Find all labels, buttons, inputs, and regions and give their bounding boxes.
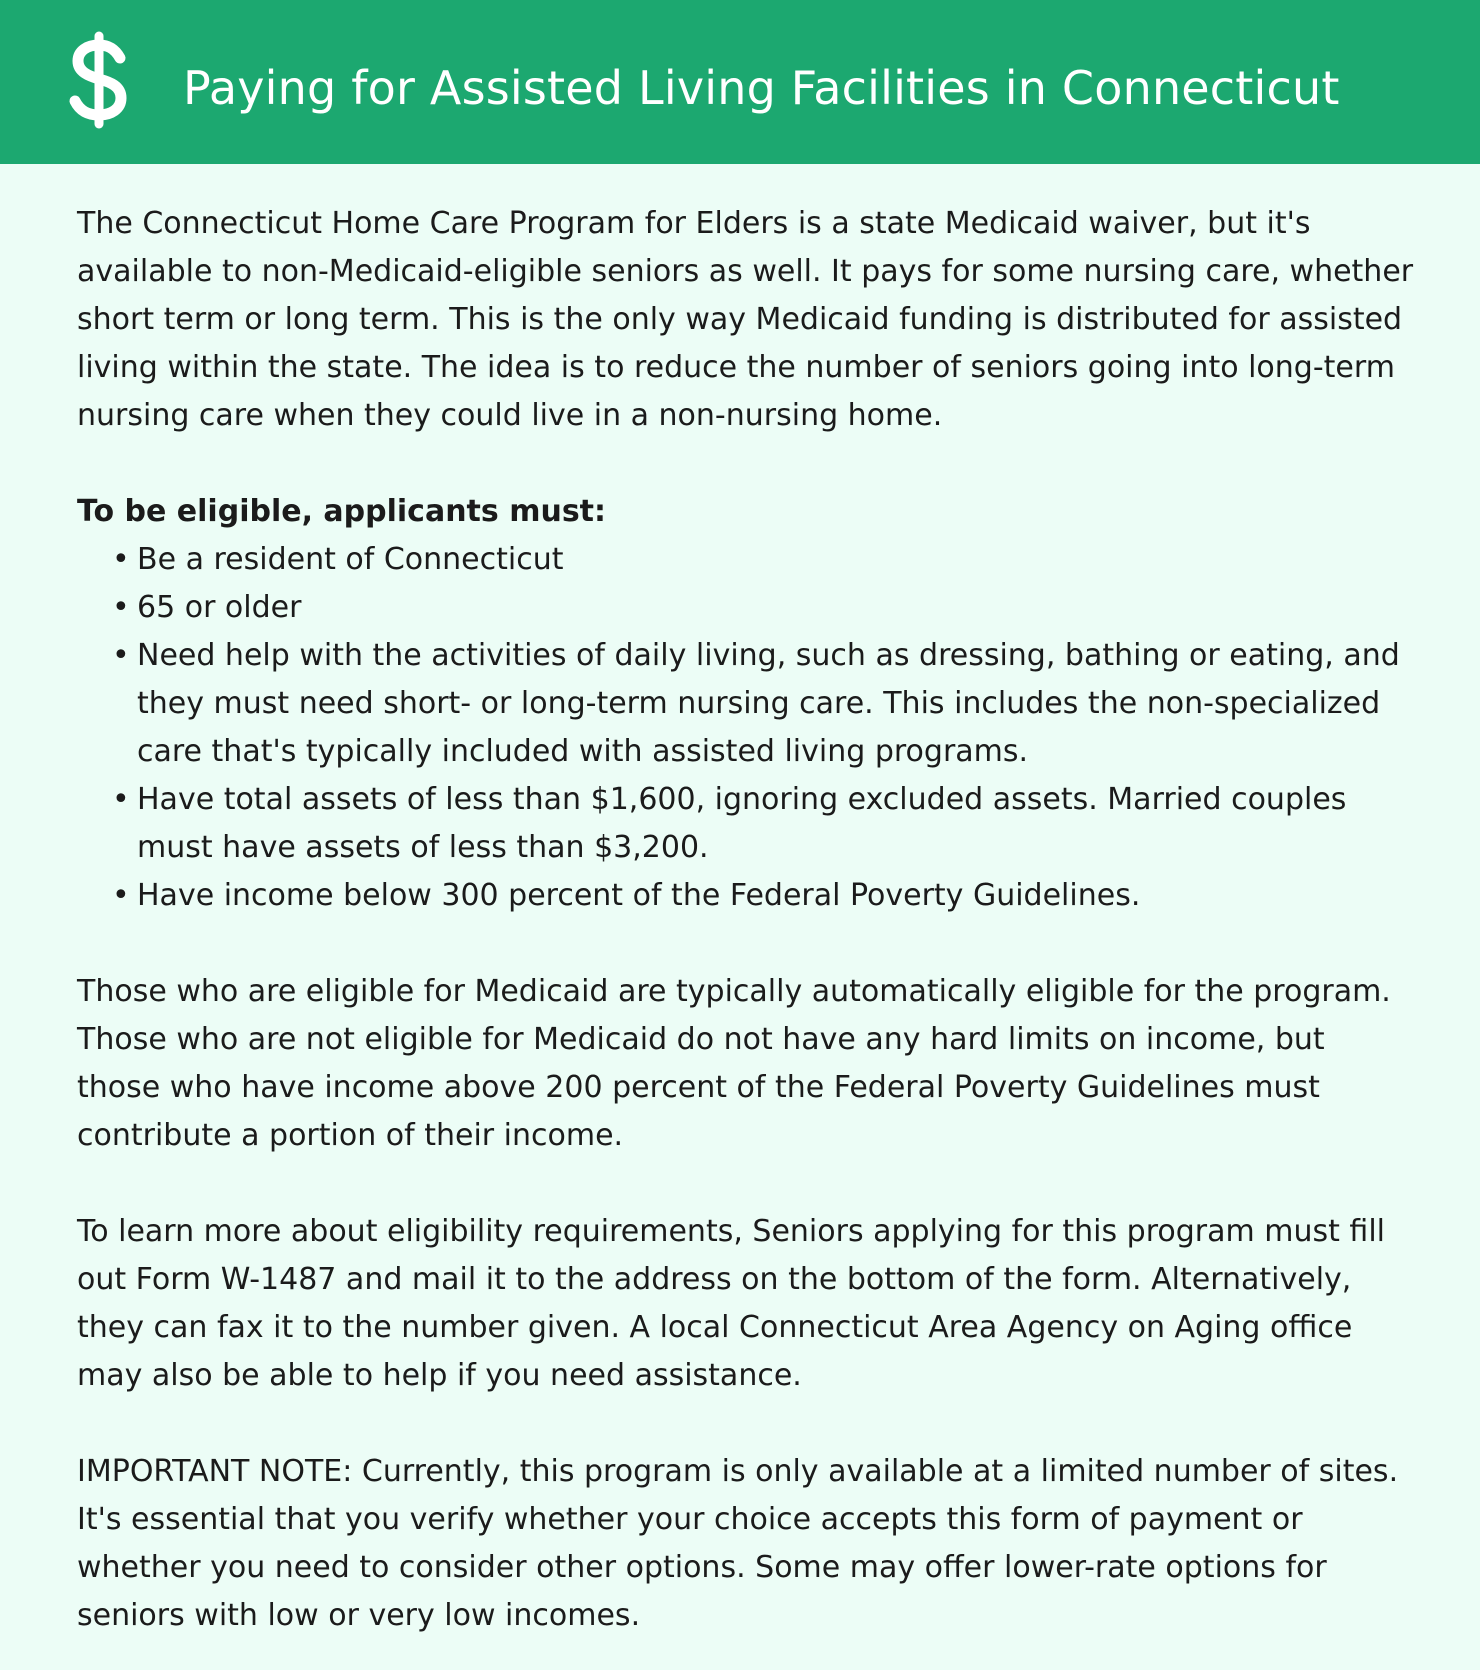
bullet-glyph: • <box>112 638 130 673</box>
bullet-glyph: • <box>112 590 130 625</box>
list-item <box>77 776 1417 872</box>
list-item <box>77 632 1417 776</box>
list-item <box>77 536 1417 584</box>
list-item-text: 65 or older <box>137 590 302 625</box>
medicaid-paragraph: Those who are eligible for Medicaid are typically automatically eligible for the program. Those who are not eligible for Medicaid do not have any hard limits on income, but those who have income above 200 percent of the Federal Poverty Guidelines must contribute a portion of their income. <box>77 974 1391 1153</box>
bullet-glyph: • <box>112 542 130 577</box>
content-body <box>77 200 1417 1640</box>
list-item-text: Have total assets of less than $1,600, ignoring excluded assets. Married couples must have assets of less than $3,200. <box>137 782 1347 865</box>
important-note-paragraph: IMPORTANT NOTE: Currently, this program is only available at a limited number of sites. It's essential that you verify whether your choice accepts this form of payment or whether you need to consider other options. Some may offer lower-rate options for seniors with low or very low incomes. <box>77 1454 1399 1633</box>
bullet-glyph: • <box>112 782 130 817</box>
header-banner <box>0 0 1480 164</box>
dollar-sign-icon <box>64 30 134 130</box>
list-item-text: Have income below 300 percent of the Federal Poverty Guidelines. <box>137 878 1141 913</box>
bullet-glyph: • <box>112 878 130 913</box>
list-item-text: Be a resident of Connecticut <box>137 542 564 577</box>
intro-paragraph: The Connecticut Home Care Program for Elders is a state Medicaid waiver, but it's available to non-Medicaid-eligible seniors as well. It pays for some nursing care, whether short term or long term. This is the only way Medicaid funding is distributed for assisted living within the state. The idea is to reduce the number of seniors going into long-term nursing care when they could live in a non-nursing home. <box>77 206 1414 433</box>
eligibility-list <box>77 536 1417 920</box>
list-item <box>77 872 1417 920</box>
learn-more-paragraph: To learn more about eligibility requirements, Seniors applying for this program must fill out Form W-1487 and mail it to the address on the bottom of the form. Alternatively, they can fax it to the number given. A local Connecticut Area Agency on Aging office may also be able to help if you need assistance. <box>77 1214 1385 1393</box>
list-item-text: Need help with the activities of daily living, such as dressing, bathing or eating, and they must need short- or long-term nursing care. This includes the non-specialized care that's typically included with assisted living programs. <box>137 638 1400 769</box>
page-title: Paying for Assisted Living Facilities in Connecticut <box>183 61 1340 115</box>
list-item <box>77 584 1417 632</box>
eligibility-heading: To be eligible, applicants must: <box>77 494 607 529</box>
